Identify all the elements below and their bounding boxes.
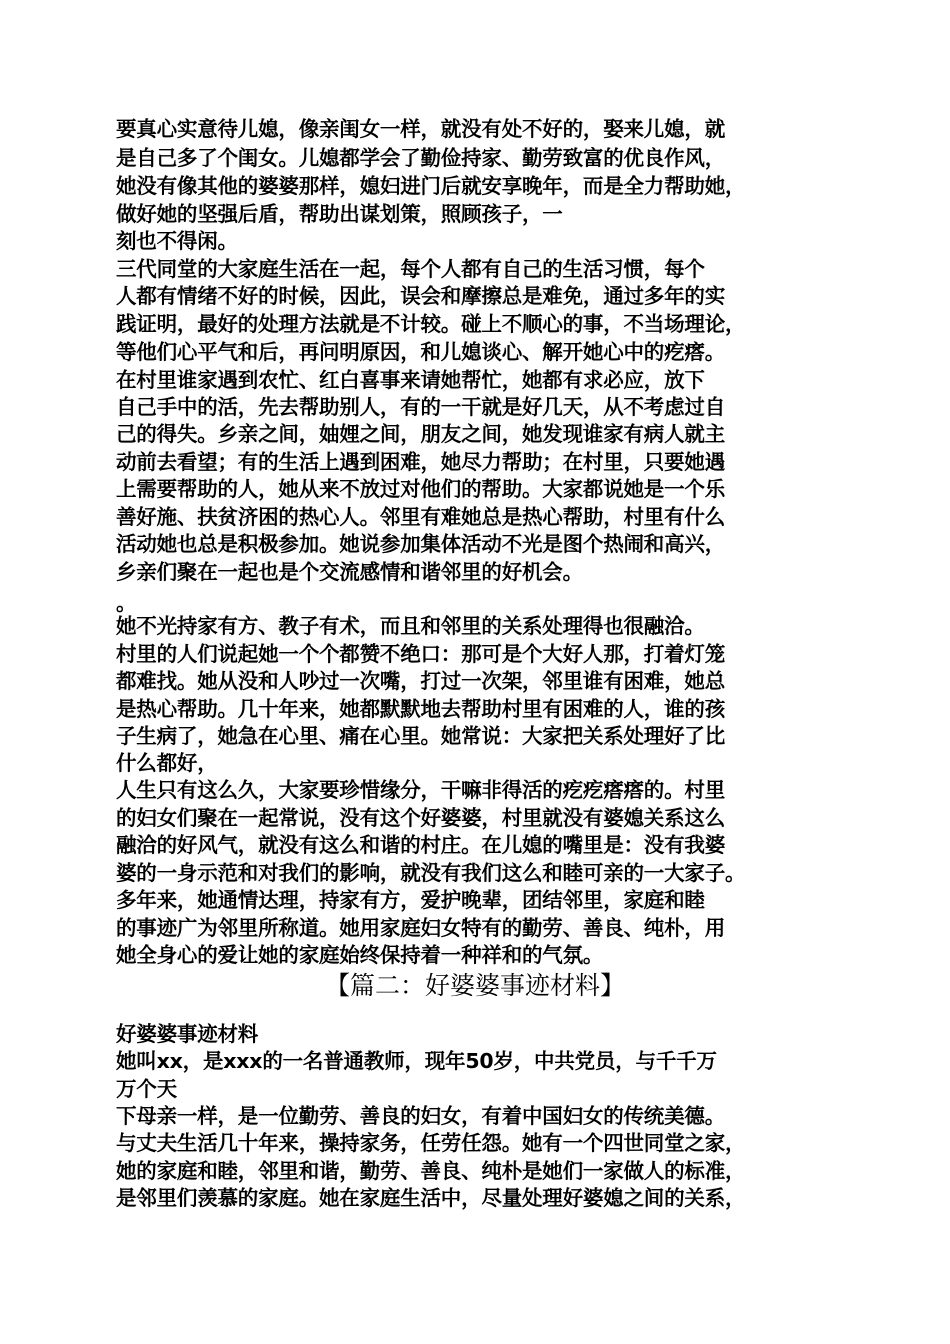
paragraph-line: 她没有像其他的婆婆那样，媳妇进门后就安享晚年，而是全力帮助她， xyxy=(116,174,746,198)
paragraph-line: 的事迹广为邻里所称道。她用家庭妇女特有的勤劳、善良、纯朴，用 xyxy=(116,916,725,940)
paragraph-line: 在村里谁家遇到农忙、红白喜事来请她帮忙，她都有求必应，放下 xyxy=(116,368,705,392)
paragraph-line: 她全身心的爱让她的家庭始终保持着一种祥和的气氛。 xyxy=(116,943,604,967)
paragraph-line: 三代同堂的大家庭生活在一起，每个人都有自己的生活习惯，每个 xyxy=(116,257,705,281)
paragraph-line: 刻也不得闲。 xyxy=(116,229,238,253)
paragraph-line: 上需要帮助的人，她从来不放过对他们的帮助。大家都说她是一个乐 xyxy=(116,477,725,501)
paragraph-line: 她叫xx，是xxx的一名普通教师，现年50岁，中共党员，与千千万 xyxy=(116,1049,717,1073)
paragraph-line: 是自己多了个闺女。儿媳都学会了勤俭持家、勤劳致富的优良作风， xyxy=(116,146,725,170)
paragraph-line: 婆的一身示范和对我们的影响，就没有我们这么和睦可亲的一大家子。 xyxy=(116,861,746,885)
paragraph-line: 动前去看望；有的生活上遇到困难，她尽力帮助；在村里，只要她遇 xyxy=(116,450,725,474)
section-heading: 【篇二：好婆婆事迹材料】 xyxy=(324,971,625,1000)
paragraph-line: 都难找。她从没和人吵过一次嘴，打过一次架，邻里谁有困难，她总 xyxy=(116,669,725,693)
paragraph-line: 自己手中的活，先去帮助别人，有的一干就是好几天，从不考虑过自 xyxy=(116,395,725,419)
paragraph-line: 子生病了，她急在心里、痛在心里。她常说：大家把关系处理好了比 xyxy=(116,724,725,748)
paragraph-line: 等他们心平气和后，再问明原因，和儿媳谈心、解开她心中的疙瘩。 xyxy=(116,340,725,364)
paragraph-line: 什么都好， xyxy=(116,751,218,775)
paragraph-line: 好婆婆事迹材料 xyxy=(116,1022,259,1046)
paragraph-line: 乡亲们聚在一起也是个交流感情和谐邻里的好机会。 xyxy=(116,560,583,584)
paragraph-line: 的妇女们聚在一起常说，没有这个好婆婆，村里就没有婆媳关系这么 xyxy=(116,806,725,830)
paragraph-line: 人生只有这么久，大家要珍惜缘分，干嘛非得活的疙疙瘩瘩的。村里 xyxy=(116,778,725,802)
paragraph-line: 万个天 xyxy=(116,1077,177,1101)
paragraph-line: 要真心实意待儿媳，像亲闺女一样，就没有处不好的，娶来儿媳，就 xyxy=(116,117,725,141)
paragraph-line: 善好施、扶贫济困的热心人。邻里有难她总是热心帮助，村里有什么 xyxy=(116,505,725,529)
paragraph-line: 与丈夫生活几十年来，操持家务，任劳任怨。她有一个四世同堂之家， xyxy=(116,1131,746,1155)
paragraph-line: 她不光持家有方、教子有术，而且和邻里的关系处理得也很融洽。 xyxy=(116,614,705,638)
paragraph-line: 活动她也总是积极参加。她说参加集体活动不光是图个热闹和高兴， xyxy=(116,532,725,556)
paragraph-line: 。 xyxy=(116,591,137,615)
paragraph-line: 她的家庭和睦，邻里和谐，勤劳、善良、纯朴是她们一家做人的标准， xyxy=(116,1159,746,1183)
paragraph-line: 己的得失。乡亲之间，妯娌之间，朋友之间，她发现谁家有病人就主 xyxy=(116,422,725,446)
paragraph-line: 是热心帮助。几十年来，她都默默地去帮助村里有困难的人，谁的孩 xyxy=(116,697,725,721)
paragraph-line: 下母亲一样，是一位勤劳、善良的妇女，有着中国妇女的传统美德。 xyxy=(116,1104,725,1128)
paragraph-line: 做好她的坚强后盾，帮助出谋划策，照顾孩子，一 xyxy=(116,202,563,226)
paragraph-line: 融洽的好风气，就没有这么和谐的村庄。在儿媳的嘴里是：没有我婆 xyxy=(116,833,725,857)
paragraph-line: 践证明，最好的处理方法就是不计较。碰上不顺心的事，不当场理论， xyxy=(116,312,746,336)
paragraph-line: 人都有情绪不好的时候，因此，误会和摩擦总是难免，通过多年的实 xyxy=(116,284,725,308)
paragraph-line: 村里的人们说起她一个个都赞不绝口：那可是个大好人那，打着灯笼 xyxy=(116,642,725,666)
paragraph-line: 多年来，她通情达理，持家有方，爱护晚辈，团结邻里，家庭和睦 xyxy=(116,888,705,912)
paragraph-line: 是邻里们羡慕的家庭。她在家庭生活中，尽量处理好婆媳之间的关系， xyxy=(116,1186,746,1210)
